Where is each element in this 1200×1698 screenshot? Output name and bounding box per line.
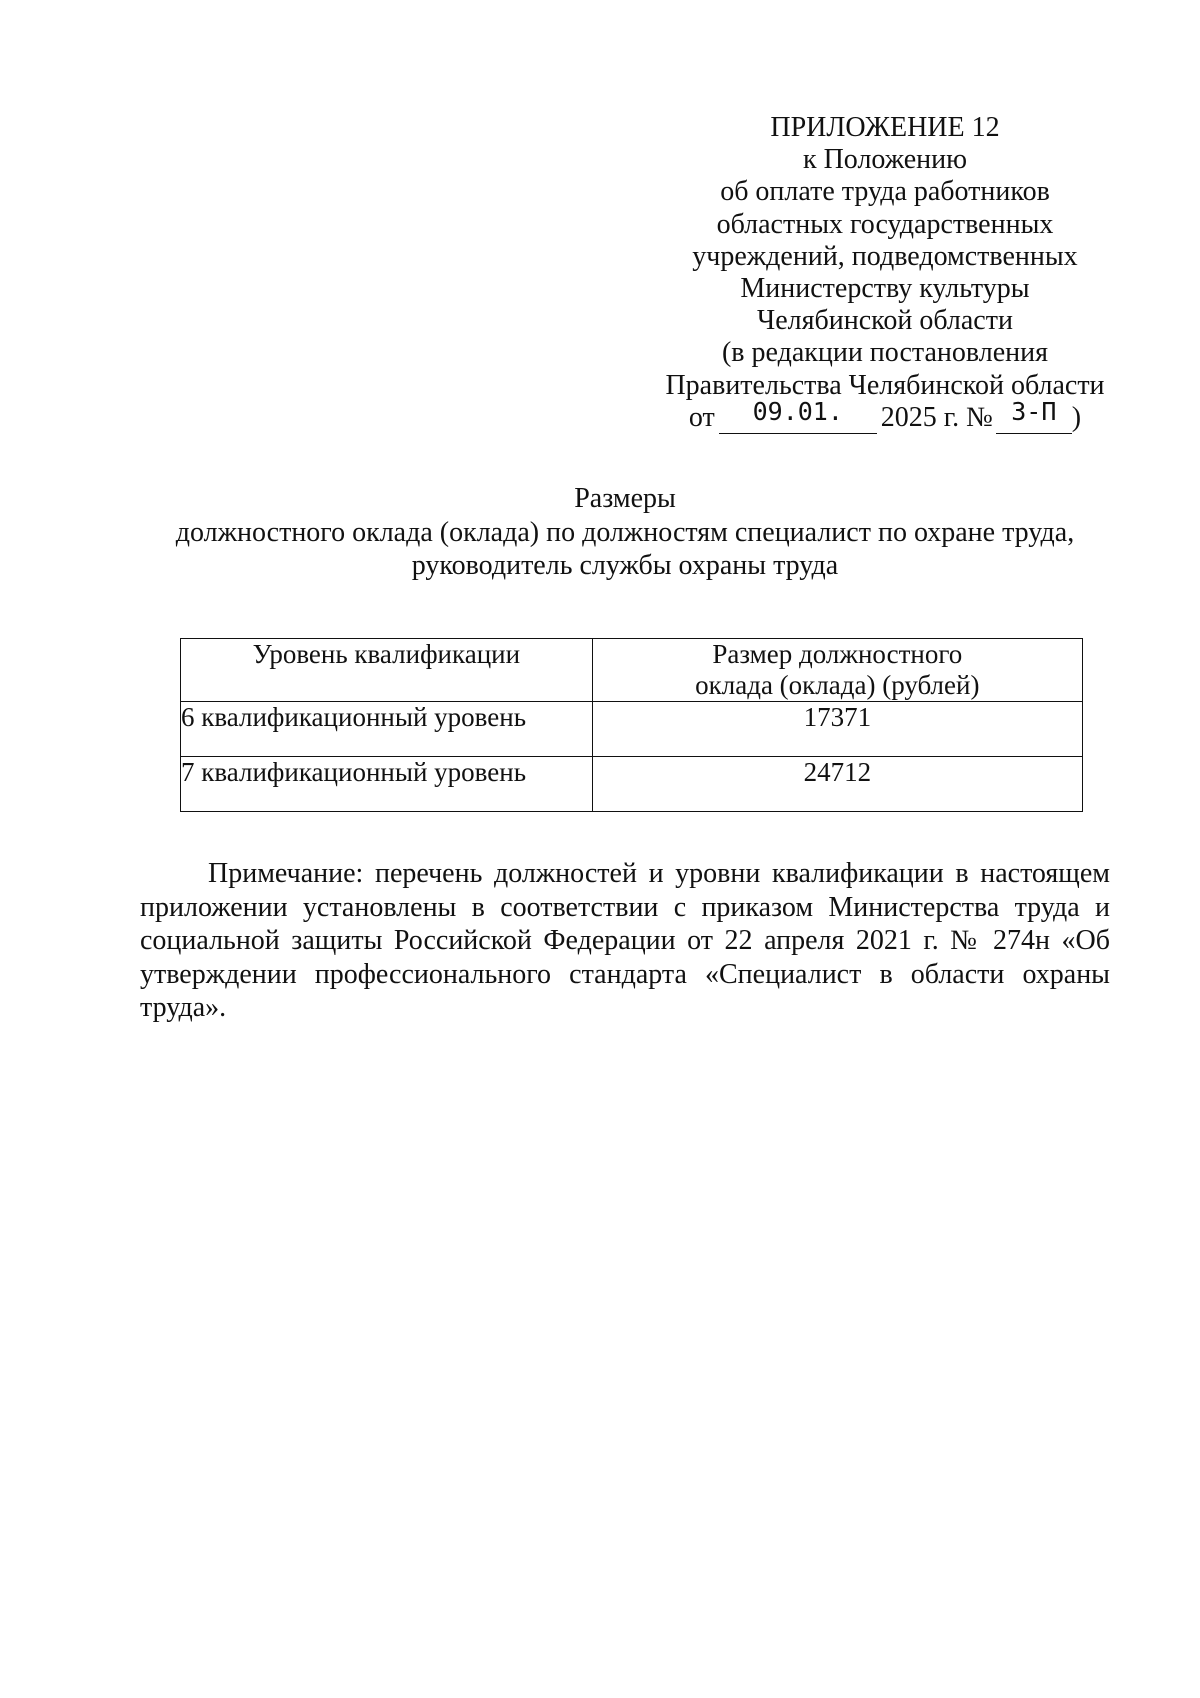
table-row — [181, 757, 1083, 812]
appendix-line: областных государственных — [716, 208, 1054, 240]
appendix-title: ПРИЛОЖЕНИЕ 12 — [770, 112, 1000, 143]
date-prefix: от — [688, 401, 715, 433]
salary-header-line: Размер должностного — [712, 639, 963, 669]
resolution-date-line — [640, 396, 1130, 434]
qualification-level-cell: 6 квалификационный уровень — [181, 702, 593, 757]
appendix-line: к Положению — [802, 144, 968, 176]
salary-value-cell: 17371 — [592, 702, 1082, 757]
column-header-level: Уровень квалификации — [181, 639, 593, 702]
table-header-row — [181, 639, 1083, 702]
date-field — [719, 396, 877, 434]
salary-header-line: оклада (оклада) (рублей) — [695, 670, 980, 700]
appendix-header — [640, 112, 1130, 434]
appendix-line: Челябинской области — [757, 305, 1013, 337]
salary-value-cell: 24712 — [592, 757, 1082, 812]
appendix-line: об оплате труда работников — [720, 176, 1050, 208]
note-paragraph: Примечание: перечень должностей и уровни квалификации в настоящем приложении установлены в соответствии с приказом Министерства труда и социальной защиты Российской Федерации от 22 апреля 2021 г. № 274н «Об утверждении профессионального стандарта «Специалист в области охраны труда». — [140, 858, 1110, 1023]
year-text: 2025 г. № — [880, 401, 993, 433]
qualification-level-cell: 7 квалификационный уровень — [181, 757, 593, 812]
document-subtitle-line: должностного оклада (оклада) по должностям специалист по охране труда, — [175, 517, 1075, 548]
number-value: 3-П — [1011, 396, 1057, 426]
appendix-line: учреждений, подведомственных — [692, 240, 1078, 272]
document-title: Размеры — [574, 483, 676, 514]
salary-table — [180, 638, 1083, 812]
date-value: 09.01. — [752, 396, 843, 426]
number-field — [996, 396, 1072, 434]
document-subtitle-line: руководитель службы охраны труда — [411, 550, 839, 581]
appendix-line: Правительства Челябинской области — [665, 369, 1105, 401]
appendix-line: (в редакции постановления — [721, 337, 1049, 369]
appendix-line: Министерству культуры — [740, 273, 1030, 305]
closing-parenthesis: ) — [1071, 401, 1082, 433]
column-header-salary — [592, 639, 1082, 702]
table-row — [181, 702, 1083, 757]
